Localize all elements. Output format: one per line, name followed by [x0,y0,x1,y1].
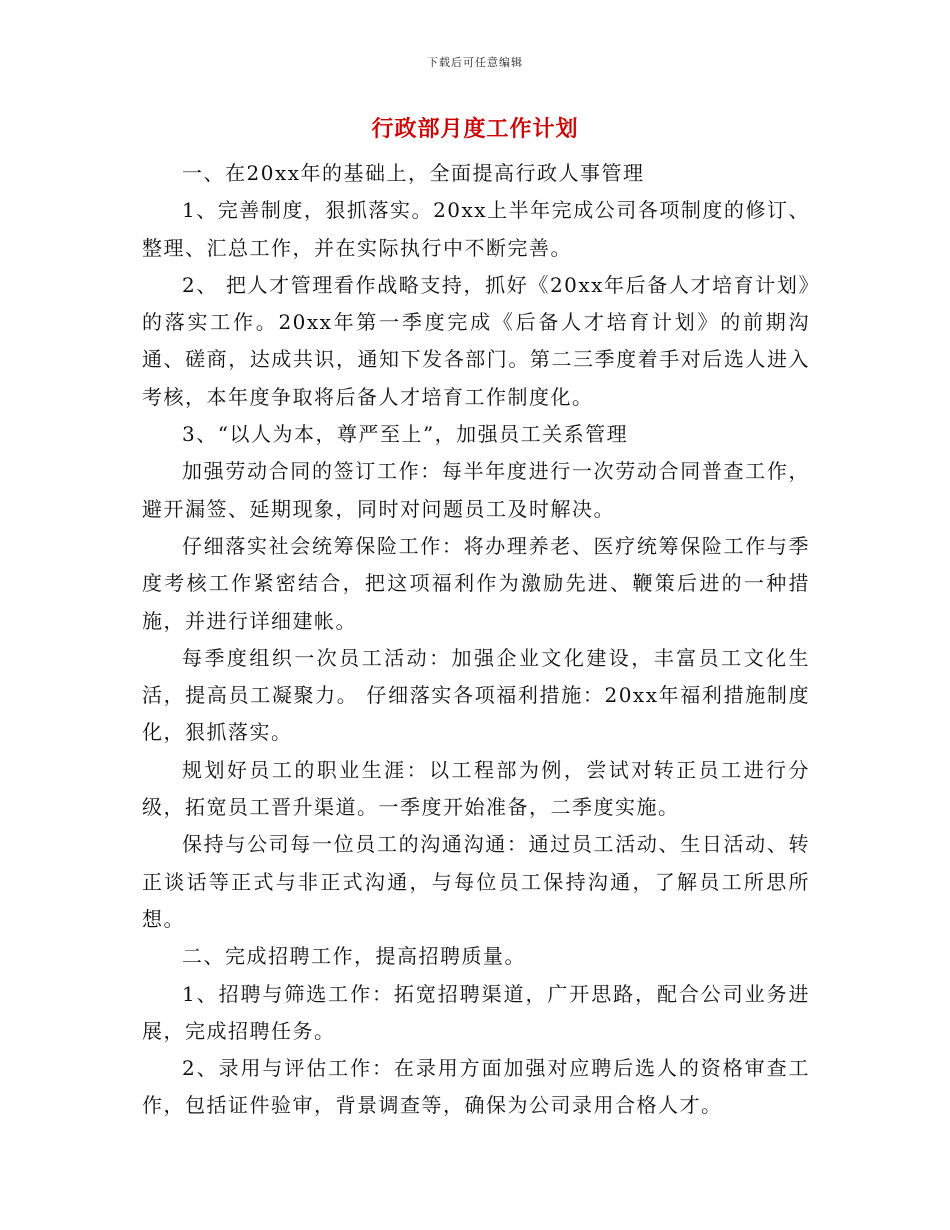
paragraph: 2、录用与评估工作：在录用方面加强对应聘后选人的资格审查工作，包括证件验审，背景调查等，确保为公司录用合格人才。 [142,1056,810,1118]
paragraph: 仔细落实社会统筹保险工作：将办理养老、医疗统筹保险工作与季度考核工作紧密结合，把这项福利作为激励先进、鞭策后进的一种措施，并进行详细建帐。 [142,533,810,633]
document-title: 行政部月度工作计划 [371,116,579,142]
paragraph: 1、招聘与筛选工作：拓宽招聘渠道，广开思路，配合公司业务进展，完成招聘任务。 [142,981,810,1043]
header-note: 下载后可任意编辑 [427,56,523,69]
document-body [142,155,810,1125]
paragraph-section-1-heading: 一、在20xx年的基础上，全面提高行政人事管理 [182,161,645,185]
paragraph: 2、 把人才管理看作战略支持，抓好《20xx年后备人才培育计划》的落实工作。20xx年第一季度完成《后备人才培育计划》的前期沟通、磋商，达成共识，通知下发各部门。第二三季度着手对后选人进入考核，本年度争取将后备人才培育工作制度化。 [142,272,810,409]
paragraph-section-2-heading: 二、完成招聘工作，提高招聘质量。 [182,944,526,969]
paragraph: 保持与公司每一位员工的沟通沟通：通过员工活动、生日活动、转正谈话等正式与非正式沟通，与每位员工保持沟通，了解员工所思所想。 [142,832,810,931]
paragraph: 每季度组织一次员工活动：加强企业文化建设，丰富员工文化生活，提高员工凝聚力。 仔细落实各项福利措施：20xx年福利措施制度化，狠抓落实。 [142,645,810,745]
paragraph: 1、完善制度，狠抓落实。20xx上半年完成公司各项制度的修订、整理、汇总工作，并在实际执行中不断完善。 [142,198,810,260]
paragraph: 3、“以人为本，尊严至上”，加强员工关系管理 [182,422,629,447]
paragraph: 加强劳动合同的签订工作：每半年度进行一次劳动合同普查工作，避开漏签、延期现象，同时对问题员工及时解决。 [142,459,810,521]
paragraph: 规划好员工的职业生涯：以工程部为例，尝试对转正员工进行分级，拓宽员工晋升渠道。一季度开始准备，二季度实施。 [142,757,810,820]
